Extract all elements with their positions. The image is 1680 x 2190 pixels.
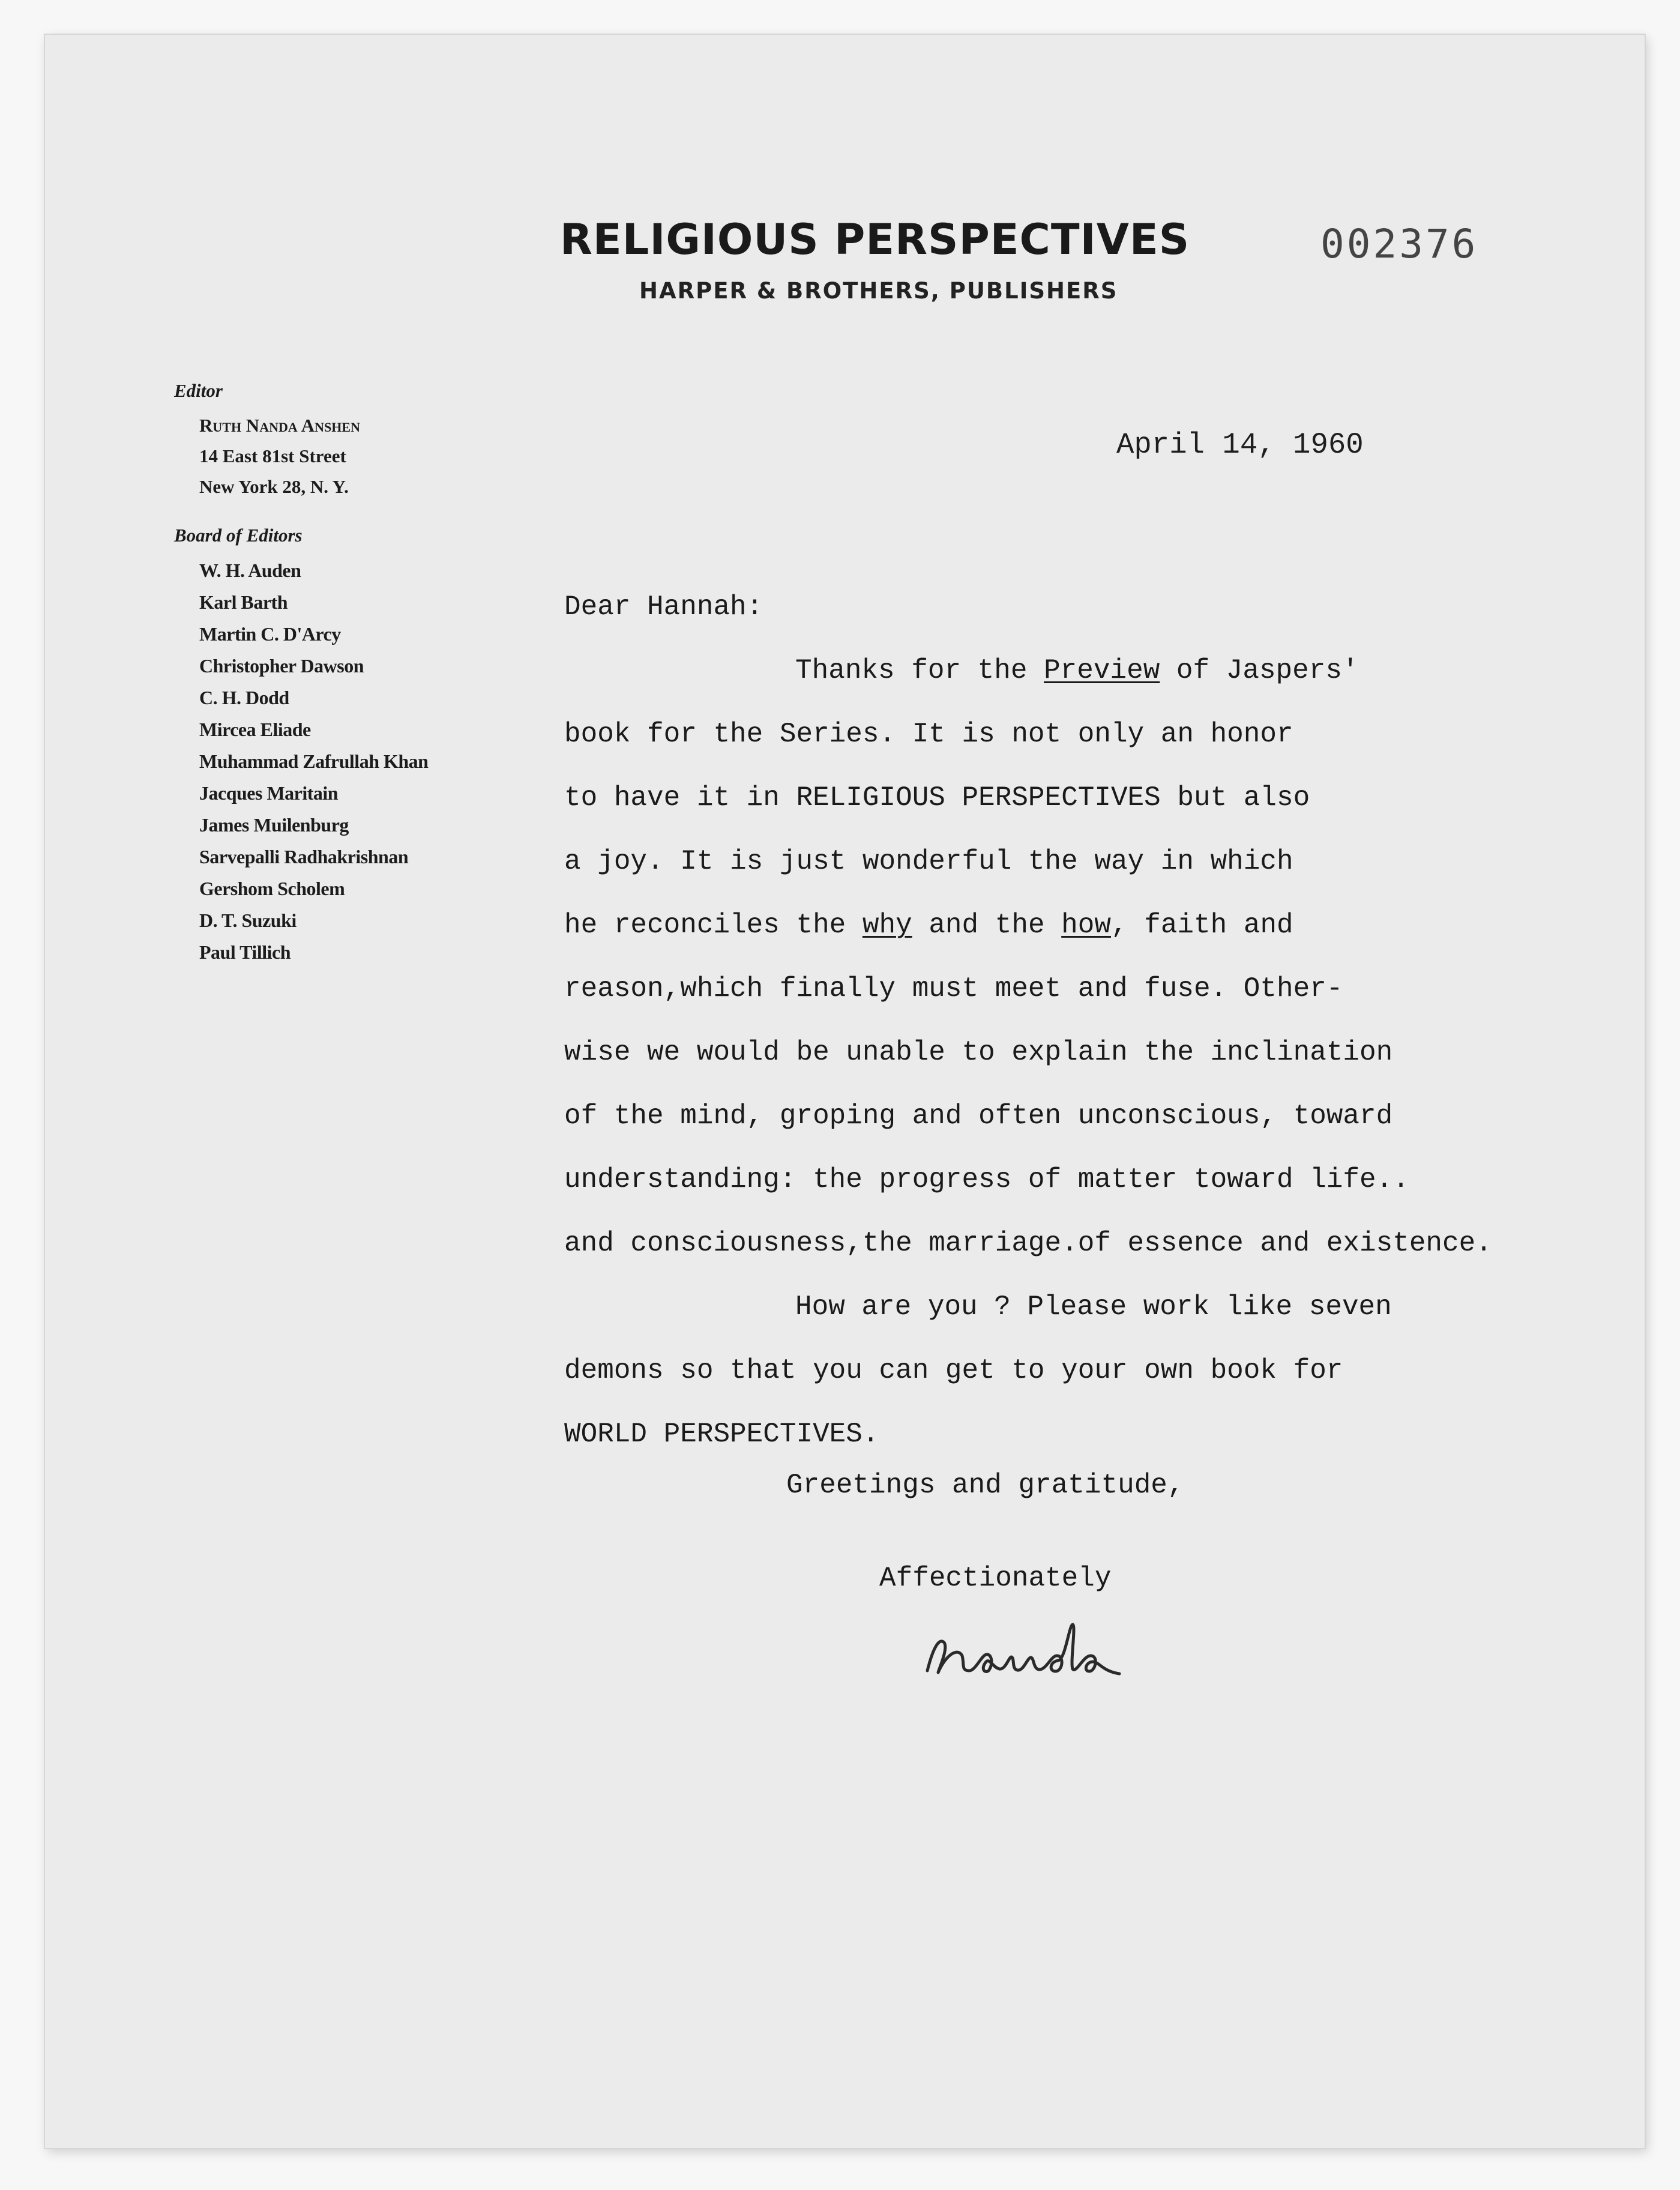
board-of-editors-list xyxy=(174,555,428,968)
body-line: a joy. It is just wonderful the way in which xyxy=(564,846,1293,877)
editor-address-line: 14 East 81st Street xyxy=(199,445,346,466)
salutation: Dear Hannah: xyxy=(564,591,763,623)
body-line: he reconciles the why and the how, faith and xyxy=(564,909,1293,941)
underlined-word: how xyxy=(1061,909,1111,941)
body-line: to have it in RELIGIOUS PERSPECTIVES but also xyxy=(564,782,1310,813)
underlined-word: why xyxy=(862,909,912,941)
document-number-stamp: 002376 xyxy=(1320,221,1478,267)
board-member: Jacques Maritain xyxy=(199,782,339,804)
body-line: demons so that you can get to your own book for xyxy=(564,1355,1343,1386)
board-member: James Muilenburg xyxy=(199,814,349,836)
underlined-word: Preview xyxy=(1044,655,1160,686)
board-member: Sarvepalli Radhakrishnan xyxy=(199,846,409,867)
board-member: Christopher Dawson xyxy=(199,655,364,677)
body-line: understanding: the progress of matter toward life.. xyxy=(564,1164,1409,1195)
letter-page xyxy=(45,35,1645,2148)
board-member: W. H. Auden xyxy=(199,560,301,581)
letterhead-sidebar xyxy=(174,380,428,968)
body-line: reason,which finally must meet and fuse. Other- xyxy=(564,973,1343,1004)
body-line: wise we would be unable to explain the inclination xyxy=(564,1037,1393,1068)
board-member: C. H. Dodd xyxy=(199,687,289,708)
body-line: and consciousness,the marriage.of essence and existence. xyxy=(564,1228,1492,1259)
body-line: Thanks for the Preview of Jaspers' xyxy=(795,655,1359,686)
letterhead-publisher: HARPER & BROTHERS, PUBLISHERS xyxy=(639,278,1118,304)
body-line: WORLD PERSPECTIVES. xyxy=(564,1419,879,1450)
body-line: How are you ? Please work like seven xyxy=(795,1291,1392,1323)
board-member: Paul Tillich xyxy=(199,941,291,963)
editor-label: Editor xyxy=(174,380,223,401)
closing: Affectionately xyxy=(879,1563,1112,1594)
editor-address xyxy=(174,410,428,502)
board-member: Mircea Eliade xyxy=(199,719,311,740)
board-member: D. T. Suzuki xyxy=(199,909,297,931)
board-member: Gershom Scholem xyxy=(199,878,345,899)
body-line: of the mind, groping and often unconscious, toward xyxy=(564,1100,1393,1132)
letter-body xyxy=(564,575,1492,1466)
letter-date: April 14, 1960 xyxy=(1116,428,1364,462)
board-member: Muhammad Zafrullah Khan xyxy=(199,750,429,772)
board-label: Board of Editors xyxy=(174,525,303,546)
board-member: Karl Barth xyxy=(199,591,288,613)
body-line: book for the Series. It is not only an honor xyxy=(564,719,1293,750)
editor-name: Ruth Nanda Anshen xyxy=(199,415,360,436)
letterhead-title: RELIGIOUS PERSPECTIVES xyxy=(560,215,1190,264)
board-member: Martin C. D'Arcy xyxy=(199,623,341,645)
greeting: Greetings and gratitude, xyxy=(786,1470,1184,1501)
handwritten-signature xyxy=(915,1614,1143,1698)
editor-address-line: New York 28, N. Y. xyxy=(199,476,349,497)
